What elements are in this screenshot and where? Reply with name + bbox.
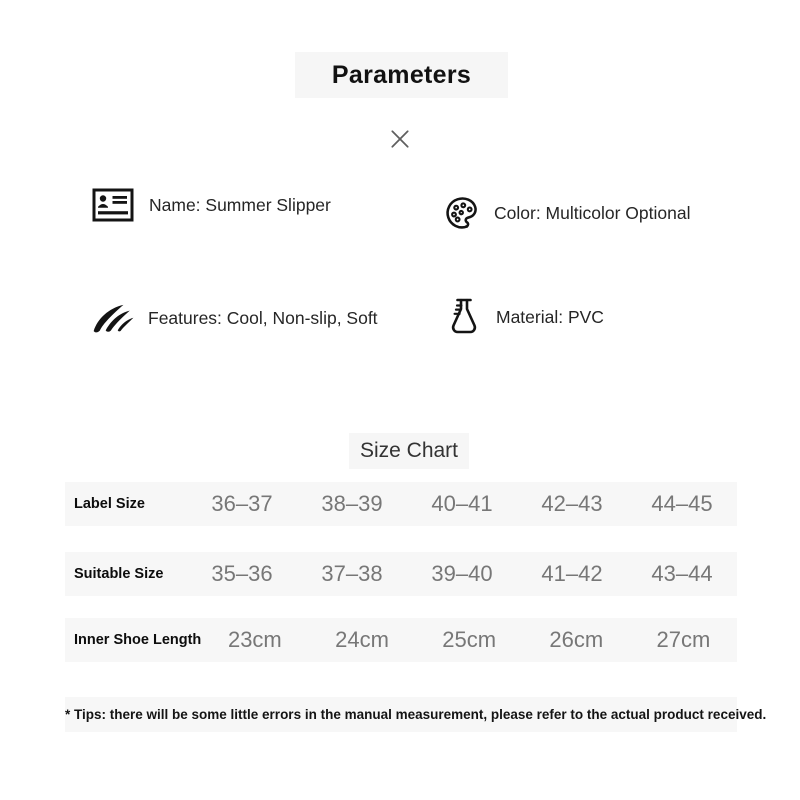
feather-icon [90,299,136,337]
table-cell: 23cm [227,627,282,652]
tips-note: * Tips: there will be some little errors in the manual measurement, please refer to the actual product received. [65,697,737,732]
table-cell: 38–39 [321,491,383,516]
row-header: Inner Shoe Length [74,632,202,648]
table-cell: 37–38 [321,561,383,586]
close-icon[interactable] [389,128,411,150]
info-item-color [444,192,690,234]
table-row-suitable-size [65,552,737,596]
table-cell: 39–40 [431,561,493,586]
table-row-label-size [65,482,737,526]
flask-icon [447,296,481,338]
id-card-icon [92,188,134,222]
table-cell: 40–41 [431,491,493,516]
table-cell: 27cm [656,627,711,652]
info-item-features [90,299,378,337]
info-text-color: Color: Multicolor Optional [494,202,691,223]
info-item-name [92,188,331,222]
table-cell: 41–42 [541,561,603,586]
info-item-material [447,296,604,338]
table-cell: 25cm [442,627,497,652]
page-title: Parameters [295,52,508,98]
row-header: Suitable Size [74,566,164,582]
size-chart-title: Size Chart [349,433,469,469]
table-cell: 26cm [549,627,604,652]
info-text-features: Features: Cool, Non-slip, Soft [148,307,378,328]
table-cell: 35–36 [211,561,273,586]
table-cell: 43–44 [651,561,713,586]
table-row-inner-shoe-length [65,618,737,662]
palette-icon [444,192,480,234]
info-text-name: Name: Summer Slipper [149,194,331,215]
table-cell: 44–45 [651,491,713,516]
row-header: Label Size [74,496,145,512]
table-cell: 36–37 [211,491,273,516]
info-text-material: Material: PVC [496,306,604,327]
table-cell: 42–43 [541,491,603,516]
table-cell: 24cm [335,627,389,652]
